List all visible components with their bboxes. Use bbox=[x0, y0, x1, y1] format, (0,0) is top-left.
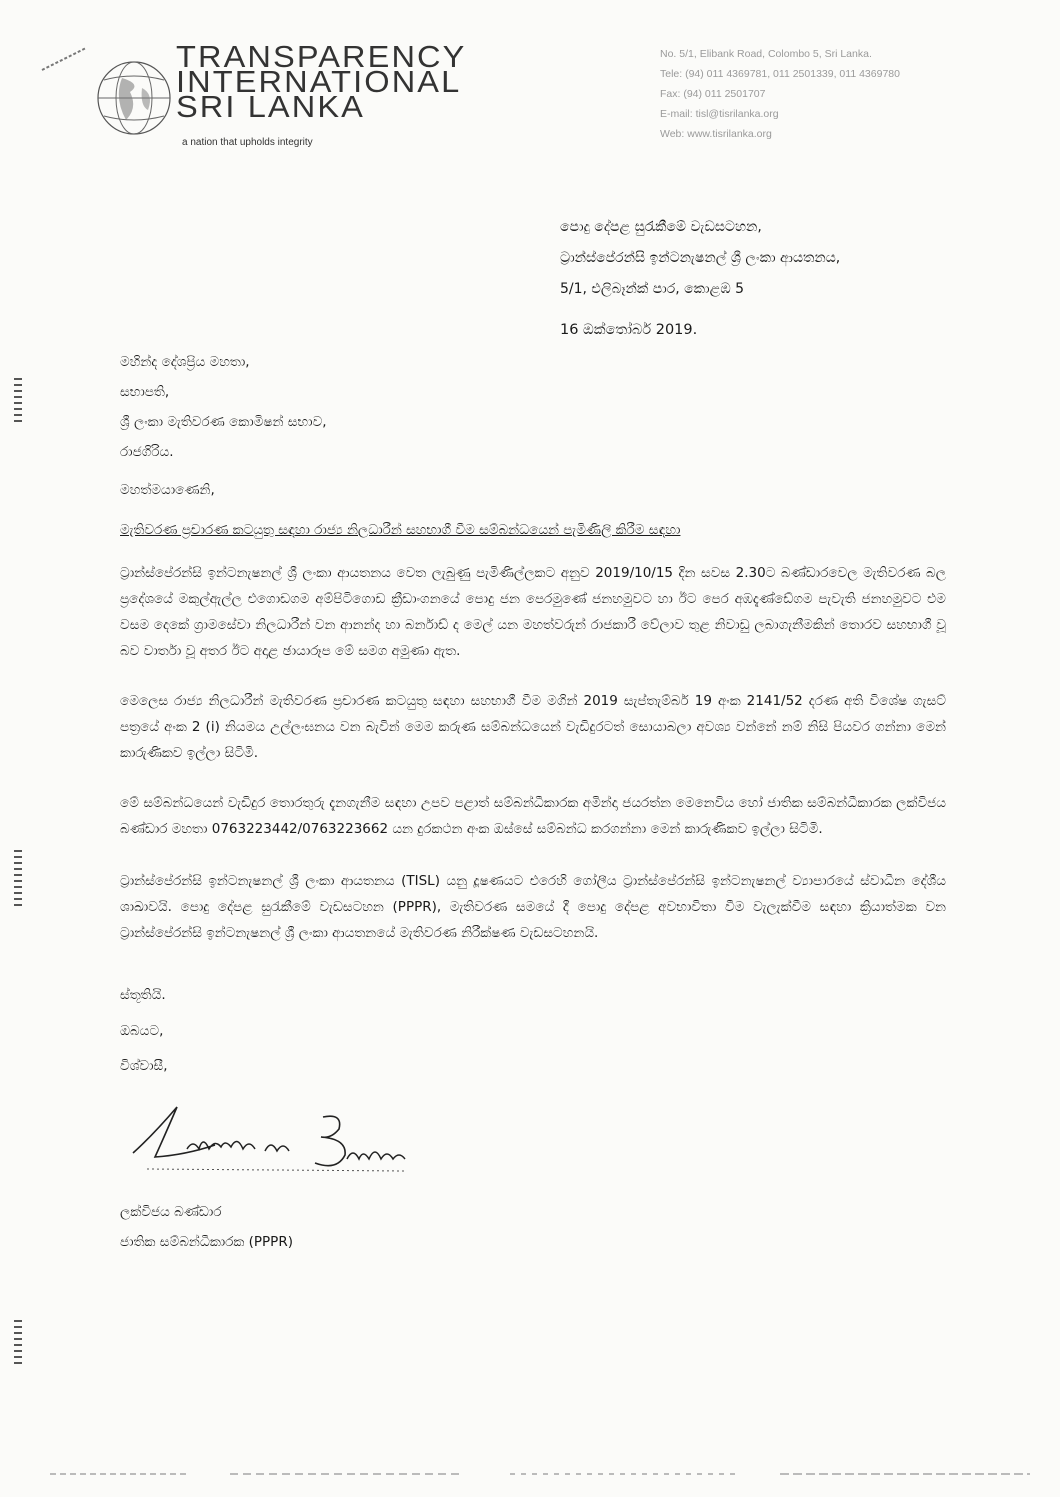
recipient-line: රාජගිරිය. bbox=[120, 444, 174, 460]
org-tagline: a nation that upholds integrity bbox=[182, 137, 313, 148]
contact-email: E-mail: tisl@tisrilanka.org bbox=[660, 108, 779, 120]
ti-globe-logo-icon bbox=[92, 48, 182, 148]
signer-block bbox=[120, 1197, 293, 1257]
sender-line: පොදු දේපළ සුරැකීමේ වැඩසටහන, bbox=[560, 219, 762, 235]
closing-faithfully: විශ්වාසී, bbox=[120, 1058, 168, 1074]
contact-fax: Fax: (94) 011 2501707 bbox=[660, 88, 766, 100]
sender-address bbox=[560, 212, 840, 305]
signer-name: ලක්විජය බණ්ඩාර bbox=[120, 1204, 222, 1220]
org-name-line: INTERNATIONAL bbox=[176, 64, 462, 99]
closing-regards: ඔබයට, bbox=[120, 1023, 164, 1039]
letter-date: 16 ඔක්තෝබර් 2019. bbox=[560, 322, 698, 338]
contact-phone: Tele: (94) 011 4369781, 011 2501339, 011 4369780 bbox=[660, 68, 900, 80]
recipient-line: සභාපති, bbox=[120, 384, 170, 400]
org-name-line: TRANSPARENCY bbox=[176, 39, 467, 74]
contact-address: No. 5/1, Elibank Road, Colombo 5, Sri Lanka. bbox=[660, 48, 872, 60]
signer-title: ජාතික සම්බන්ධීකාරක (PPPR) bbox=[120, 1234, 293, 1250]
body-paragraph: ට්‍රාන්ස්පේරන්සි ඉන්ටනැෂනල් ශ්‍රී ලංකා ආයතනය (TISL) යනු දූෂණයට එරෙහි ගෝලීය ට්‍රාන්ස්පේරන්සි ඉන්ටනැෂනල් ව්‍යාපාරයේ ස්වාධීන දේශීය ශාඛාවයි. පොදු දේපළ සුරැකීමේ වැඩසටහන (PPPR), මැතිවරණ සමයේ දී පොදු දේපළ අවභාවිතා වීම වැලැක්වීම සඳහා ක්‍රියාත්මක වන ට්‍රාන්ස්පේරන්සි ඉන්ටනැෂනල් ශ්‍රී ලංකා ආයතනයේ මැතිවරණ නිරීක්ෂණ වැඩසටහනයි. bbox=[120, 873, 946, 941]
scan-margin-marks bbox=[14, 850, 22, 960]
recipient-line: මහින්ද දේශප්‍රිය මහතා, bbox=[120, 354, 250, 370]
recipient-line: ශ්‍රී ලංකා මැතිවරණ කොමිෂන් සභාව, bbox=[120, 414, 327, 430]
scan-footer-noise bbox=[40, 1468, 1040, 1480]
sender-line: 5/1, එලිබෑන්ක් පාර, කොළඹ 5 bbox=[560, 281, 745, 297]
scan-margin-marks bbox=[14, 1320, 22, 1420]
sender-line: ට්‍රාන්ස්පේරන්සි ඉන්ටනැෂනල් ශ්‍රී ලංකා ආයතනය, bbox=[560, 250, 841, 266]
subject-line: මැතිවරණ ප්‍රචාරණ කටයුතු සඳහා රාජ්‍ය නිලධාරීන් සහභාගී වීම සම්බන්ධයෙන් පැමිණිලි කිරීම සඳහා bbox=[120, 522, 681, 538]
contact-web: Web: www.tisrilanka.org bbox=[660, 128, 772, 140]
organization-name bbox=[176, 39, 467, 124]
closing-thanks: ස්තූතියි. bbox=[120, 987, 166, 1003]
body-paragraph: මෙලෙස රාජ්‍ය නිලධාරීන් මැතිවරණ ප්‍රචාරණ කටයුතු සඳහා සහභාගී වීම මගින් 2019 සැප්තැම්බර් 19 අංක 2141/52 දරණ අති විශේෂ ගැසට් පත්‍රයේ අංක 2 (i) නියමය උල්ලංඝනය වන බැවින් මෙම කරුණ සම්බන්ධයෙන් වැඩිදුරටත් සොයාබලා අවශ්‍ය වන්නේ නම් නිසි පියවර ගන්නා මෙන් කාරුණිකව ඉල්ලා සිටිමි. bbox=[120, 693, 946, 761]
body-paragraph: ට්‍රාන්ස්පේරන්සි ඉන්ටනැෂනල් ශ්‍රී ලංකා ආයතනය වෙත ලැබුණු පැමිණිල්ලකට අනුව 2019/10/15 දින සවස 2.30ට බණ්ඩාරවෙල මැතිවරණ බල ප්‍රදේශයේ මකුල්ඇල්ල එගොඩගම අම්පිටිගොඩ ක්‍රීඩාංගනයේ පොදු ජන පෙරමුණේ ජනහමුවට හා ඊට පෙර අඹදැණ්ඩේගම පැවැති ජනහමුවට එම වසම දෙකේ ග්‍රාමසේවා නිලධාරීන් වන ආනන්ද හා බර්නාඩ් ද මෙල් යන මහත්වරුන් රාජකාරී වේලාව තුළ නිවාඩු ලබාගැනීමකින් තොරව සහභාගී වූ බව වාර්තා වූ අතර ඊට අදාළ ඡායාරූප මේ සමග අමුණා ඇත. bbox=[120, 565, 946, 659]
handwritten-signature bbox=[125, 1095, 410, 1185]
scan-margin-marks bbox=[14, 378, 22, 458]
scan-stamp-mark bbox=[38, 46, 90, 72]
org-name-line: SRI LANKA bbox=[176, 89, 365, 124]
body-paragraph: මේ සම්බන්ධයෙන් වැඩිදුර තොරතුරු දැනගැනීම සඳහා උපව පළාත් සම්බන්ධීකාරක අමින්දා ජයරත්න මෙනෙවිය හෝ ජාතික සම්බන්ධීකාරක ලක්විජය බණ්ඩාර මහතා 0763223442/0763223662 යන දුරකථන අංක ඔස්සේ සම්බන්ධ කරගන්නා මෙන් කාරුණිකව ඉල්ලා සිටිමි. bbox=[120, 795, 946, 837]
contact-block bbox=[660, 44, 900, 144]
recipient-address bbox=[120, 347, 327, 467]
salutation: මහත්මයාණෙනි, bbox=[120, 482, 215, 498]
